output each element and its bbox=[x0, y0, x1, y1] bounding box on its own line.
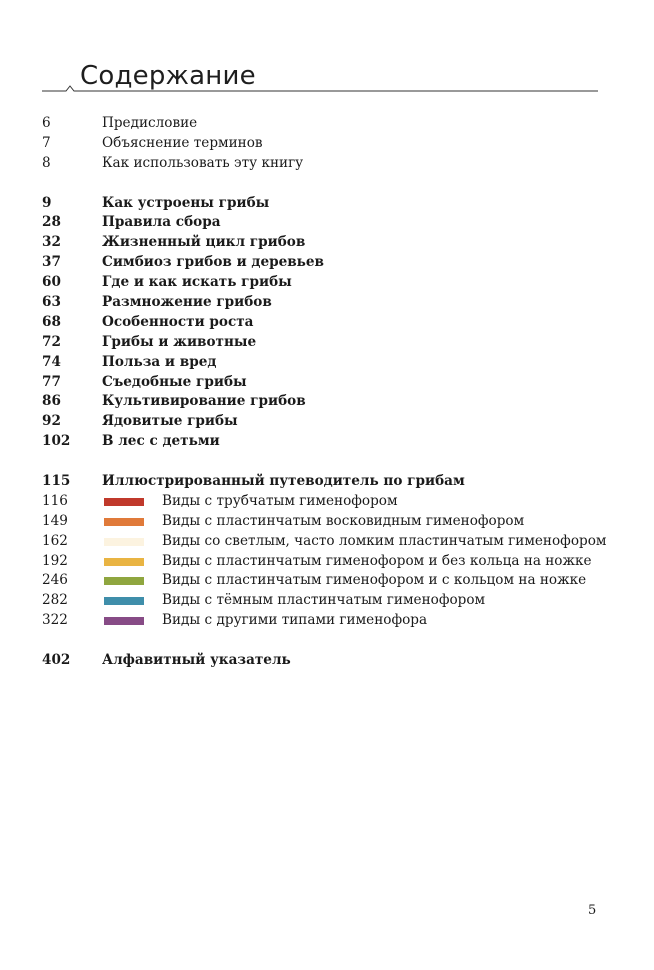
toc-chapter[interactable] bbox=[42, 253, 602, 273]
toc-chapter-title: Ядовитые грибы bbox=[102, 413, 238, 430]
toc-chapter-title: Грибы и животные bbox=[102, 333, 257, 350]
toc-page-number: 6 bbox=[42, 115, 51, 131]
toc-page-number: 77 bbox=[42, 373, 61, 390]
toc-page-number: 322 bbox=[42, 612, 68, 629]
toc-guide-section[interactable] bbox=[42, 512, 602, 532]
toc-page-number: 68 bbox=[42, 313, 61, 330]
toc-chapter-title: Культивирование грибов bbox=[102, 393, 306, 410]
toc-page-number: 28 bbox=[42, 214, 61, 231]
toc-entry-title: Объяснение терминов bbox=[102, 134, 263, 151]
toc-guide-title: Иллюстрированный путеводитель по грибам bbox=[102, 473, 465, 490]
toc-chapter[interactable] bbox=[42, 273, 602, 293]
toc-guide-section[interactable] bbox=[42, 571, 602, 591]
toc-chapter-title: Где и как искать грибы bbox=[102, 274, 292, 291]
toc-chapter-title: Размножение грибов bbox=[102, 294, 272, 311]
toc-page-number: 102 bbox=[42, 433, 71, 450]
toc-index-title: Алфавитный указатель bbox=[102, 652, 291, 669]
toc-page-number: 7 bbox=[42, 134, 51, 151]
toc-page-number: 116 bbox=[42, 492, 68, 509]
toc-entry-preface[interactable] bbox=[42, 114, 602, 134]
toc-chapter[interactable] bbox=[42, 392, 602, 412]
toc-chapter-title: Как устроены грибы bbox=[102, 194, 270, 211]
toc-chapter-title: В лес с детьми bbox=[102, 433, 220, 450]
toc-chapter-title: Жизненный цикл грибов bbox=[102, 234, 306, 251]
toc-guide-heading[interactable] bbox=[42, 472, 602, 492]
color-swatch-icon bbox=[104, 558, 144, 566]
toc-page-number: 115 bbox=[42, 473, 71, 490]
contents-header bbox=[42, 58, 598, 98]
toc-entry-title: Предисловие bbox=[102, 115, 198, 131]
toc-guide-section[interactable] bbox=[42, 532, 607, 552]
toc-guide-section-title: Виды с другими типами гименофора bbox=[162, 612, 428, 629]
toc-chapter[interactable] bbox=[42, 293, 602, 313]
toc-index-entry[interactable] bbox=[42, 651, 602, 671]
toc-page-number: 9 bbox=[42, 194, 52, 211]
toc-guide-section-title: Виды с пластинчатым гименофором и без кольца на ножке bbox=[162, 552, 592, 569]
toc-chapter-title: Особенности роста bbox=[102, 313, 254, 330]
color-swatch-icon bbox=[104, 538, 144, 546]
toc-chapter[interactable] bbox=[42, 412, 602, 432]
toc-page-number: 60 bbox=[42, 274, 61, 291]
toc-guide-section-title: Виды с тёмным пластинчатым гименофором bbox=[162, 592, 486, 609]
color-swatch-icon bbox=[104, 617, 144, 625]
toc-guide-section[interactable] bbox=[42, 492, 602, 512]
toc-chapter[interactable] bbox=[42, 373, 602, 393]
toc-chapter[interactable] bbox=[42, 194, 602, 214]
toc-guide-section[interactable] bbox=[42, 591, 602, 611]
color-swatch-icon bbox=[104, 498, 144, 506]
toc-page-number: 149 bbox=[42, 512, 68, 529]
toc-chapter-title: Симбиоз грибов и деревьев bbox=[102, 254, 325, 271]
toc-guide-section-title: Виды со светлым, часто ломким пластинчатым гименофором bbox=[162, 532, 607, 549]
toc-page-number: 72 bbox=[42, 333, 61, 350]
page-number: 5 bbox=[588, 903, 597, 918]
toc-guide-section-title: Виды с пластинчатым восковидным гименофором bbox=[162, 512, 525, 529]
toc-chapter[interactable] bbox=[42, 313, 602, 333]
toc-chapter[interactable] bbox=[42, 333, 602, 353]
toc-entry-how-to-use[interactable] bbox=[42, 154, 602, 174]
toc-page-number: 246 bbox=[42, 572, 68, 589]
toc-page-number: 282 bbox=[42, 592, 68, 609]
toc-page-number: 402 bbox=[42, 652, 71, 669]
color-swatch-icon bbox=[104, 577, 144, 585]
toc-page-number: 32 bbox=[42, 234, 61, 251]
color-swatch-icon bbox=[104, 518, 144, 526]
toc-page-number: 74 bbox=[42, 353, 61, 370]
toc-page-number: 162 bbox=[42, 532, 68, 549]
toc-chapter[interactable] bbox=[42, 213, 602, 233]
toc-chapter-title: Съедобные грибы bbox=[102, 373, 247, 390]
toc-guide-section-title: Виды с пластинчатым гименофором и с кольцом на ножке bbox=[162, 572, 587, 589]
toc-page-number: 192 bbox=[42, 552, 68, 569]
toc-chapter[interactable] bbox=[42, 432, 602, 452]
table-of-contents bbox=[42, 114, 607, 671]
toc-page-number: 8 bbox=[42, 154, 51, 171]
page-title: Содержание bbox=[80, 61, 256, 91]
toc-page-number: 63 bbox=[42, 294, 61, 311]
toc-guide-section[interactable] bbox=[42, 552, 602, 572]
toc-page-number: 86 bbox=[42, 393, 61, 410]
toc-page-number: 37 bbox=[42, 254, 61, 271]
toc-chapter-title: Правила сбора bbox=[102, 214, 221, 231]
toc-entry-terms[interactable] bbox=[42, 134, 602, 154]
toc-guide-section[interactable] bbox=[42, 611, 602, 631]
toc-page-number: 92 bbox=[42, 413, 61, 430]
toc-chapter[interactable] bbox=[42, 353, 602, 373]
toc-chapter[interactable] bbox=[42, 233, 602, 253]
toc-chapter-title: Польза и вред bbox=[102, 353, 217, 370]
color-swatch-icon bbox=[104, 597, 144, 605]
toc-entry-title: Как использовать эту книгу bbox=[102, 154, 304, 171]
toc-guide-section-title: Виды с трубчатым гименофором bbox=[162, 492, 398, 509]
